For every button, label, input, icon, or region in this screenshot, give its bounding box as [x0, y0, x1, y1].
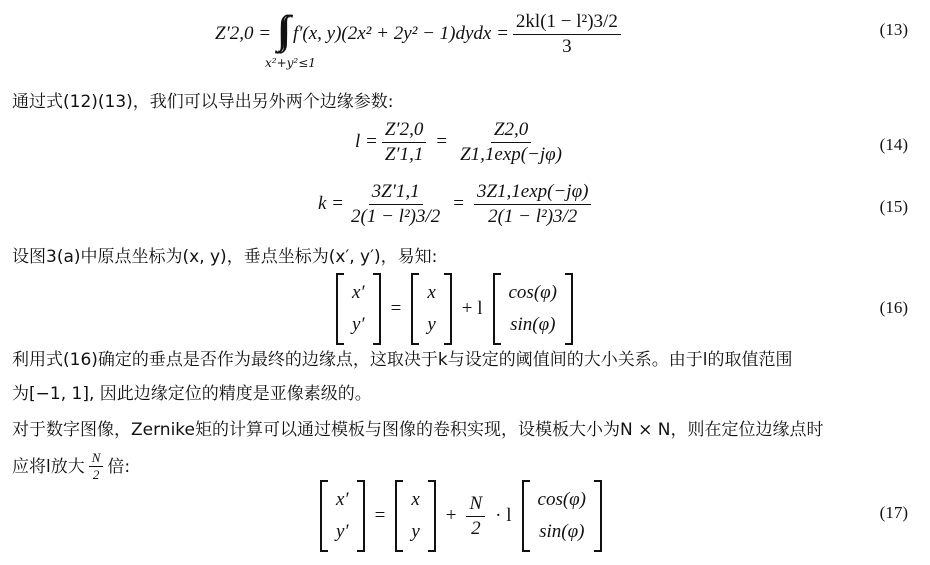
eq13-limits: x²+y²≤1: [265, 56, 316, 70]
eq16-vector-xy: [411, 273, 451, 345]
equation-16: [332, 273, 577, 345]
paragraph-3: 利用式(16)确定的垂点是否作为最终的边缘点，这取决于k与设定的阈值间的大小关系。由于l的取值范围: [12, 350, 793, 370]
eq14-lhs: l =: [355, 131, 378, 153]
eq13-rhs-fraction: [513, 10, 621, 59]
eq17-frac-den: 2: [471, 517, 481, 539]
eq13-rhs-num: 2kl(1 − l²)3/2: [513, 10, 621, 35]
eq16-cos: cos(φ): [508, 282, 557, 303]
paragraph-1: 通过式(12)(13)，我们可以导出另外两个边缘参数:: [12, 92, 394, 112]
eq15-frac2-den: 2(1 − l²)3/2: [488, 205, 578, 227]
eq17-vector-prime: [320, 480, 365, 552]
eq15-equals: =: [453, 193, 464, 215]
equation-13: [215, 7, 625, 59]
paragraph-4: 为[−1, 1], 因此边缘定位的精度是亚像素级的。: [12, 384, 372, 404]
eq16-equals: =: [390, 298, 402, 319]
eq15-frac1-num: 3Z′1,1: [369, 180, 423, 205]
eq16-xprime: x′: [352, 282, 365, 303]
paragraph-6-frac-den: 2: [92, 467, 100, 483]
paragraph-6-end: 倍:: [107, 456, 131, 477]
eq14-frac1-num: Z′2,0: [382, 118, 426, 143]
eq17-cos: cos(φ): [537, 489, 587, 510]
double-integral-icon: ∫∫: [277, 7, 283, 53]
eq14-frac2: [457, 118, 565, 167]
eq16-vector-prime: [336, 273, 381, 345]
eq17-x: x: [411, 489, 420, 510]
paragraph-6: [12, 450, 130, 484]
eq16-y: y: [427, 314, 436, 335]
eq16-plus-l: + l: [461, 298, 483, 319]
eq17-xprime: x′: [336, 489, 349, 510]
eq13-integrand: f′(x, y)(2x² + 2y² − 1)dydx =: [292, 23, 509, 45]
eq13-lhs: Z′2,0 =: [215, 23, 272, 45]
equation-17: [316, 480, 606, 552]
eq17-plus: +: [445, 505, 457, 526]
eq17-vector-trig: [522, 480, 603, 552]
eq17-equals: =: [374, 505, 386, 526]
eq15-frac1: [348, 180, 443, 229]
equation-15: [318, 180, 595, 229]
eq16-vector-trig: [493, 273, 574, 345]
eq14-equals: =: [436, 131, 448, 153]
eq17-yprime: y′: [336, 521, 349, 542]
paragraph-5: 对于数字图像，Zernike矩的计算可以通过模板与图像的卷积实现，设模板大小为N × N，则在定位边缘点时: [12, 420, 824, 440]
eq17-vector-xy: [395, 480, 435, 552]
eq13-rhs-den: 3: [562, 35, 572, 57]
eq15-frac2: [474, 180, 591, 229]
eq14-frac1: [382, 118, 426, 167]
eq16-sin: sin(φ): [510, 314, 556, 335]
eq17-number: (17): [879, 503, 908, 522]
paragraph-2: 设图3(a)中原点坐标为(x, y)，垂点坐标为(x′, y′)，易知:: [12, 247, 438, 267]
eq16-yprime: y′: [352, 314, 365, 335]
eq14-frac2-den: Z1,1exp(−jφ): [460, 143, 563, 165]
paragraph-6-start: 应将l放大: [12, 456, 85, 477]
eq17-dot-l: · l: [495, 505, 512, 526]
eq17-frac-num: N: [466, 492, 485, 517]
eq14-frac2-num: Z2,0: [491, 118, 531, 143]
eq13-number: (13): [879, 20, 908, 39]
eq17-sin: sin(φ): [539, 521, 585, 542]
eq15-number: (15): [879, 197, 908, 216]
eq15-frac1-den: 2(1 − l²)3/2: [351, 205, 441, 227]
eq17-fraction: [466, 492, 485, 541]
eq14-number: (14): [879, 135, 908, 154]
eq14-frac1-den: Z′1,1: [384, 143, 424, 165]
eq16-number: (16): [879, 298, 908, 317]
eq16-x: x: [427, 282, 436, 303]
equation-14: [355, 118, 569, 167]
eq15-frac2-num: 3Z1,1exp(−jφ): [474, 180, 591, 205]
eq17-y: y: [411, 521, 420, 542]
paragraph-6-fraction: [89, 450, 104, 484]
eq15-lhs: k =: [318, 193, 345, 215]
paragraph-6-frac-num: N: [89, 450, 104, 467]
